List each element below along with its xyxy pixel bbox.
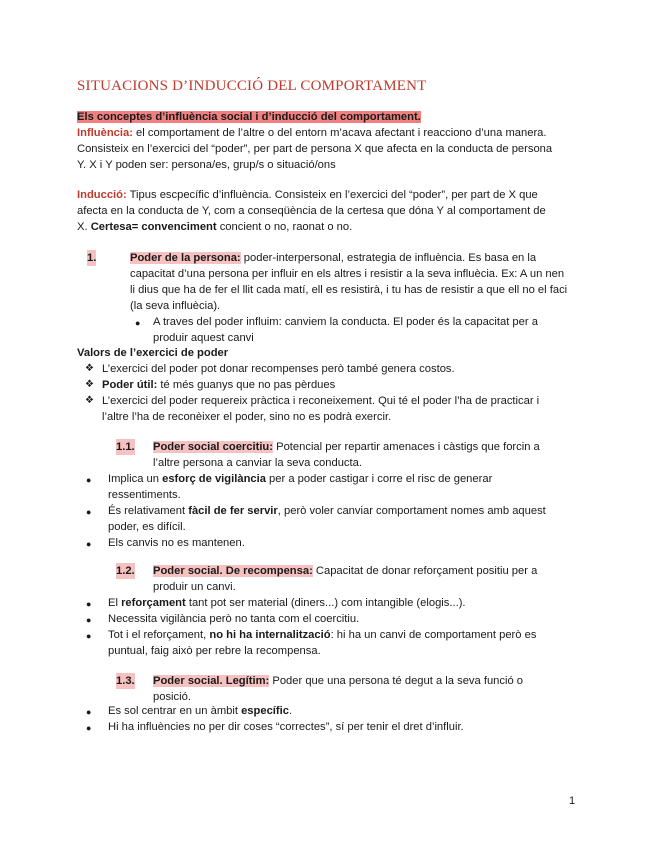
induccio-paragraph: Inducció: Tipus escpecífic d’influència. Consisteix en l’exercici del “poder”, per part de X que afecta en la conducta de Y, com a conseqüència de la certesa que dóna Y al comportament de X. Certesa= convenciment concient o no, raonat o no. — [77, 189, 546, 233]
valors-list: ❖ L’exercici del poder pot donar recompenses però també genera costos. ❖ Poder útil: té més guanys que no pas pèrdues ❖ L’exercici del poder requereix pràctica i reconeixement. Qui té el poder l’ha de practicar i l’altre l’ha de reconèixer el poder, sino no es podrà exercir. — [85, 363, 540, 423]
bullet-icon: ● — [86, 631, 92, 641]
legitim-bullets: ● Es sol centrar en un àmbit específic. ● Hi ha influències no per dir coses “correctes”, sí per tenir el dret d’influir. — [77, 703, 579, 735]
valors-heading: Valors de l’exercici de poder — [77, 347, 229, 359]
bullet-icon: ● — [86, 539, 92, 549]
bullet-icon: ● — [86, 507, 92, 517]
diamond-bullet-icon: ❖ — [85, 395, 94, 406]
item-poder-persona: 1. Poder de la persona: poder-interpersonal, estrategia de influència. Es basa en la capacitat d’una persona per influir en els altres i resistir a la seva influècia. Ex: A un nen li dius que ha de fer el llit cada matí, ell es resistirà, i tu has de resistir a que ell no el faci (la seva influècia). — [87, 252, 568, 312]
coercitiu-bullets: ● Implica un esforç de vigilància per a poder castigar i corre el risc de generar ressentiments. ● És relativament fàcil de fer servir, però voler canviar comportament nomes amb aquest poder, es difícil. ● Els canvis no es mantenen. — [77, 471, 579, 551]
bullet-icon: ● — [86, 615, 92, 625]
subsection-coercitiu: 1.1. Poder social coercitiu: Potencial per repartir amenaces i càstigs que forcin a l’altre persona a canviar la seva conducta. — [116, 441, 540, 469]
page-title: SITUACIONS D’INDUCCIÓ DEL COMPORTAMENT — [77, 78, 427, 94]
influencia-paragraph: Influència: el comportament de l’altre o del entorn m’acava afectant i reacciono d’una manera. Consisteix en l’exercici del “poder”, per part de persona X que afecta en la conducta de persona Y. X i Y poden ser: persona/es, grup/s o situació/ons — [77, 127, 553, 171]
item1-sub-bullet: ● A traves del poder influim: canviem la conducta. El poder és la capacitat per a produir aquest canvi — [135, 316, 538, 344]
subsection-legitim: 1.3. Poder social. Legítim: Poder que una persona té degut a la seva funció o posició. — [116, 675, 524, 703]
bullet-icon: ● — [86, 475, 92, 485]
section-heading: Els conceptes d’influència social i d’inducció del comportament. — [77, 111, 421, 123]
diamond-bullet-icon: ❖ — [85, 379, 94, 390]
bullet-icon: ● — [86, 723, 92, 733]
bullet-icon: ● — [86, 707, 92, 717]
bullet-icon: ● — [86, 599, 92, 609]
recompensa-bullets: ● El reforçament tant pot ser material (diners...) com intangible (elogis...). ● Necessita vigilància però no tanta com el coercitiu. ● Tot i el reforçament, no hi ha internalització: hi ha un canvi de comportament però es puntual, faig això per rebre la recompensa. — [86, 597, 537, 657]
bullet-icon: ● — [135, 318, 141, 328]
subsection-recompensa: 1.2. Poder social. De recompensa: Capacitat de donar reforçament positiu per a produir un canvi. — [116, 565, 538, 593]
diamond-bullet-icon: ❖ — [85, 363, 94, 374]
page-number: 1 — [569, 795, 576, 807]
